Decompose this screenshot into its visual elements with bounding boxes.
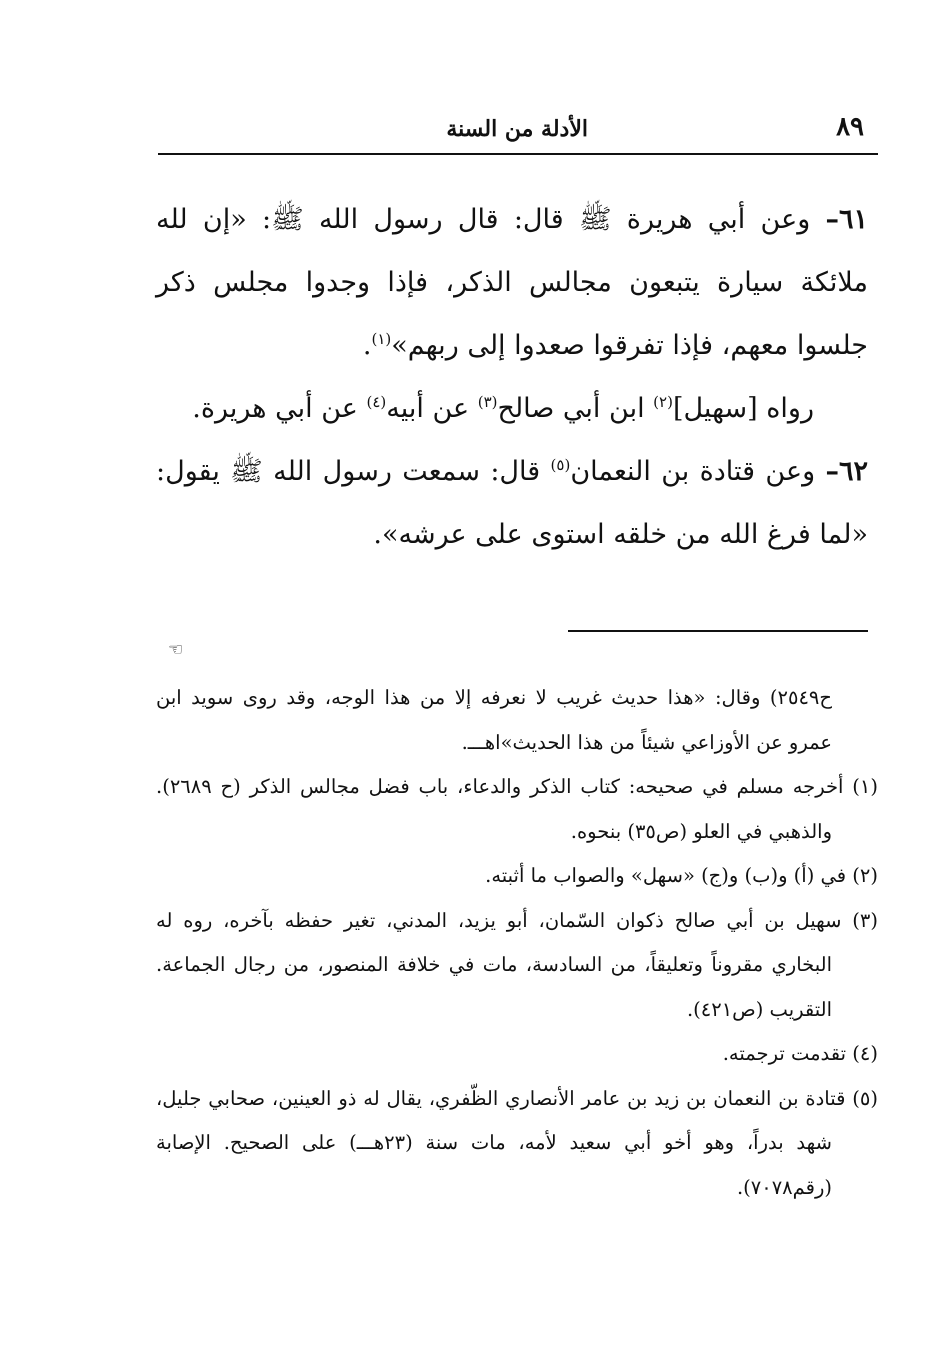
riwaya-text-b: ابن أبي صالح — [497, 393, 654, 424]
continuation-mark-icon: ☜ — [168, 640, 184, 660]
footnote-1: (١) أخرجه مسلم في صحيحه: كتاب الذكر والدعاء، باب فضل مجالس الذكر (ح ٢٦٨٩). والذهبي في العلو (ص٣٥) بنحوه. — [156, 775, 878, 843]
footnote-ref-4: (٤) — [366, 393, 387, 411]
header-rule — [158, 153, 878, 155]
footnote-continuation: ح٢٥٤٩) وقال: «هذا حديث غريب لا نعرفه إلا من هذا الوجه، وقد روى سويد ابن عمرو عن الأوزاعي شيئاً من هذا الحديث»اهـــ. — [156, 686, 832, 754]
page-number: ٨٩ — [836, 112, 864, 142]
running-header — [158, 104, 878, 152]
riwaya-text-d: عن أبي هريرة. — [192, 393, 367, 424]
footnote-rule — [568, 630, 868, 632]
hadith-61 — [156, 188, 868, 377]
hadith-61-text: وعن أبي هريرة ﷺ قال: قال رسول الله ﷺ: «إن لله ملائكة سيارة يتبعون مجالس الذكر، فإذا وجدوا مجلس ذكر جلسوا معهم، فإذا تفرقوا صعدوا إلى ربهم» — [156, 204, 868, 361]
main-text — [156, 188, 868, 566]
hadith-62-text-a: وعن قتادة بن النعمان — [570, 456, 826, 487]
hadith-number-61: ٦١– — [825, 204, 868, 235]
footnote-ref-1: (١) — [371, 330, 392, 348]
hadith-61-end: . — [362, 330, 372, 361]
hadith-62 — [156, 440, 868, 566]
footnote-5: (٥) قتادة بن النعمان بن زيد بن عامر الأنصاري الظّفري، يقال له ذو العينين، صحابي جليل، شهد بدراً، وهو أخو أبي سعيد لأمه، مات سنة (٢٣هـــ) على الصحيح. الإصابة (رقم٧٠٧٨). — [156, 1086, 878, 1199]
riwaya-line — [156, 377, 868, 440]
riwaya-text-c: عن أبيه — [386, 393, 478, 424]
running-title: الأدلة من السنة — [446, 116, 588, 142]
footnotes — [156, 676, 878, 1210]
footnote-ref-2: (٢) — [653, 393, 673, 411]
footnote-ref-3: (٣) — [477, 393, 498, 411]
footnote-4: (٤) تقدمت ترجمته. — [722, 1042, 878, 1065]
riwaya-text-a: رواه [سهيل] — [672, 393, 814, 424]
footnote-3: (٣) سهيل بن أبي صالح ذكوان السّمان، أبو يزيد، المدني، تغير حفظه بآخره، روه له البخاري مقروناً وتعليقاً، من السادسة، مات في خلافة المنصور، من رجال الجماعة. التقريب (ص٤٢١). — [156, 908, 878, 1021]
hadith-number-62: ٦٢– — [825, 456, 868, 487]
hadith-62-text-b: قال: سمعت رسول الله ﷺ يقول: «لما فرغ الله من خلقه استوى على عرشه». — [156, 456, 868, 550]
footnote-ref-5: (٥) — [550, 456, 571, 474]
footnote-2: (٢) في (أ) و(ب) و(ج) «سهل» والصواب ما أثبته. — [485, 864, 878, 887]
